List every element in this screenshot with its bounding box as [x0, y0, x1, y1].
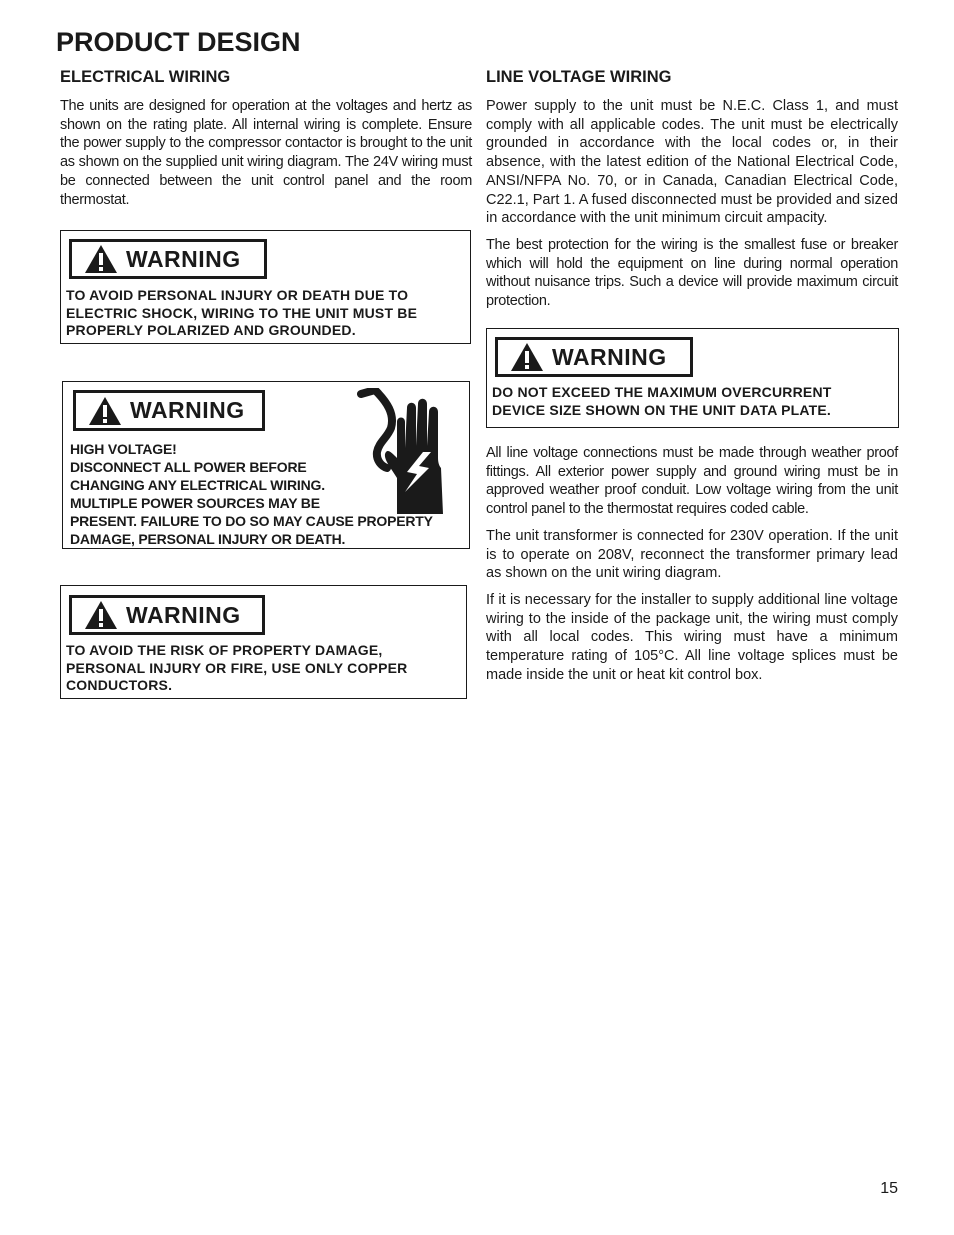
warning-line: DO NOT EXCEED THE MAXIMUM OVERCURRENT [492, 384, 832, 400]
page-number: 15 [880, 1180, 898, 1197]
warning-text [70, 440, 433, 548]
warning-word: WARNING [126, 601, 241, 628]
warning-label [69, 595, 265, 635]
warning-label [69, 239, 267, 279]
left-column [60, 68, 472, 217]
line-voltage-paragraph-5: If it is necessary for the installer to supply additional line voltage wiring to the inside of the package unit, the wiring must comply with all local codes. This wiring must have a minimum temperature rating of 105°C. All line voltage splices must be made inside the unit or heat kit control box. [486, 591, 898, 683]
warning-line: ELECTRIC SHOCK, WIRING TO THE UNIT MUST BE [66, 304, 418, 321]
line-voltage-paragraph-1: Power supply to the unit must be N.E.C. Class 1, and must comply with all applicable codes. The unit must be electrically grounded in accordance with the local codes or, in their absence, with the latest edition of the National Electrical Code, ANSI/NFPA No. 70, or in Canada, Canadian Electrical Code, C22.1, Part 1. A fused disconnected must be provided and sized in accordance with the unit minimum circuit ampacity. [486, 98, 898, 227]
warning-line: MULTIPLE POWER SOURCES MAY BE [70, 495, 320, 511]
warning-box-copper [60, 585, 467, 699]
warning-text [66, 287, 417, 340]
warning-line: DISCONNECT ALL POWER BEFORE [70, 459, 307, 475]
warning-triangle-icon [84, 244, 118, 274]
line-voltage-wiring-heading: LINE VOLTAGE WIRING [486, 68, 672, 86]
warning-line: TO AVOID PERSONAL INJURY OR DEATH DUE TO [66, 287, 409, 303]
warning-line: CHANGING ANY ELECTRICAL WIRING. [70, 477, 325, 493]
warning-box-overcurrent [486, 328, 899, 428]
right-column-lower [486, 444, 898, 692]
warning-line: DAMAGE, PERSONAL INJURY OR DEATH. [70, 531, 346, 547]
warning-line: PROPERLY POLARIZED AND GROUNDED. [66, 322, 356, 338]
warning-triangle-icon [510, 342, 544, 372]
warning-line: TO AVOID THE RISK OF PROPERTY DAMAGE, [66, 642, 383, 658]
warning-text [492, 384, 832, 419]
right-column [486, 68, 898, 319]
warning-word: WARNING [552, 343, 667, 370]
warning-line: PERSONAL INJURY OR FIRE, USE ONLY COPPER [66, 659, 408, 676]
warning-box-polarized [60, 230, 471, 344]
warning-text [66, 642, 407, 695]
warning-label [495, 337, 693, 377]
warning-line: DEVICE SIZE SHOWN ON THE UNIT DATA PLATE. [492, 401, 832, 418]
electrical-wiring-heading: ELECTRICAL WIRING [60, 68, 231, 86]
line-voltage-paragraph-3: All line voltage connections must be made through weather proof fittings. All exterior power supply and ground wiring must be in approved weather proof conduit. Low voltage wiring from the unit control panel to the thermostat requires coded cable. [486, 445, 898, 518]
warning-word: WARNING [126, 245, 241, 272]
warning-word: WARNING [130, 397, 245, 423]
warning-line: CONDUCTORS. [66, 677, 173, 693]
warning-line: PRESENT. FAILURE TO DO SO MAY CAUSE PROPERTY [70, 513, 433, 529]
warning-line: HIGH VOLTAGE! [70, 441, 177, 457]
warning-triangle-icon [84, 600, 118, 630]
page-title: PRODUCT DESIGN [56, 27, 301, 57]
electrical-wiring-paragraph: The units are designed for operation at the voltages and hertz as shown on the rating plate. All internal wiring is complete. Ensure the power supply to the compressor contactor is brought to the unit as shown on the supplied unit wiring diagram. The 24V wiring must be connected between the unit control panel and the room thermostat. [60, 98, 472, 208]
warning-label [73, 390, 265, 431]
warning-triangle-icon [88, 396, 122, 426]
warning-box-high-voltage [62, 381, 470, 549]
line-voltage-paragraph-2: The best protection for the wiring is the smallest fuse or breaker which will hold the equipment on line during normal operation without nuisance trips. Such a device will provide maximum circuit protection. [486, 236, 898, 310]
line-voltage-paragraph-4: The unit transformer is connected for 230V operation. If the unit is to operate on 208V, reconnect the transformer primary lead as shown on the unit wiring diagram. [486, 527, 898, 582]
